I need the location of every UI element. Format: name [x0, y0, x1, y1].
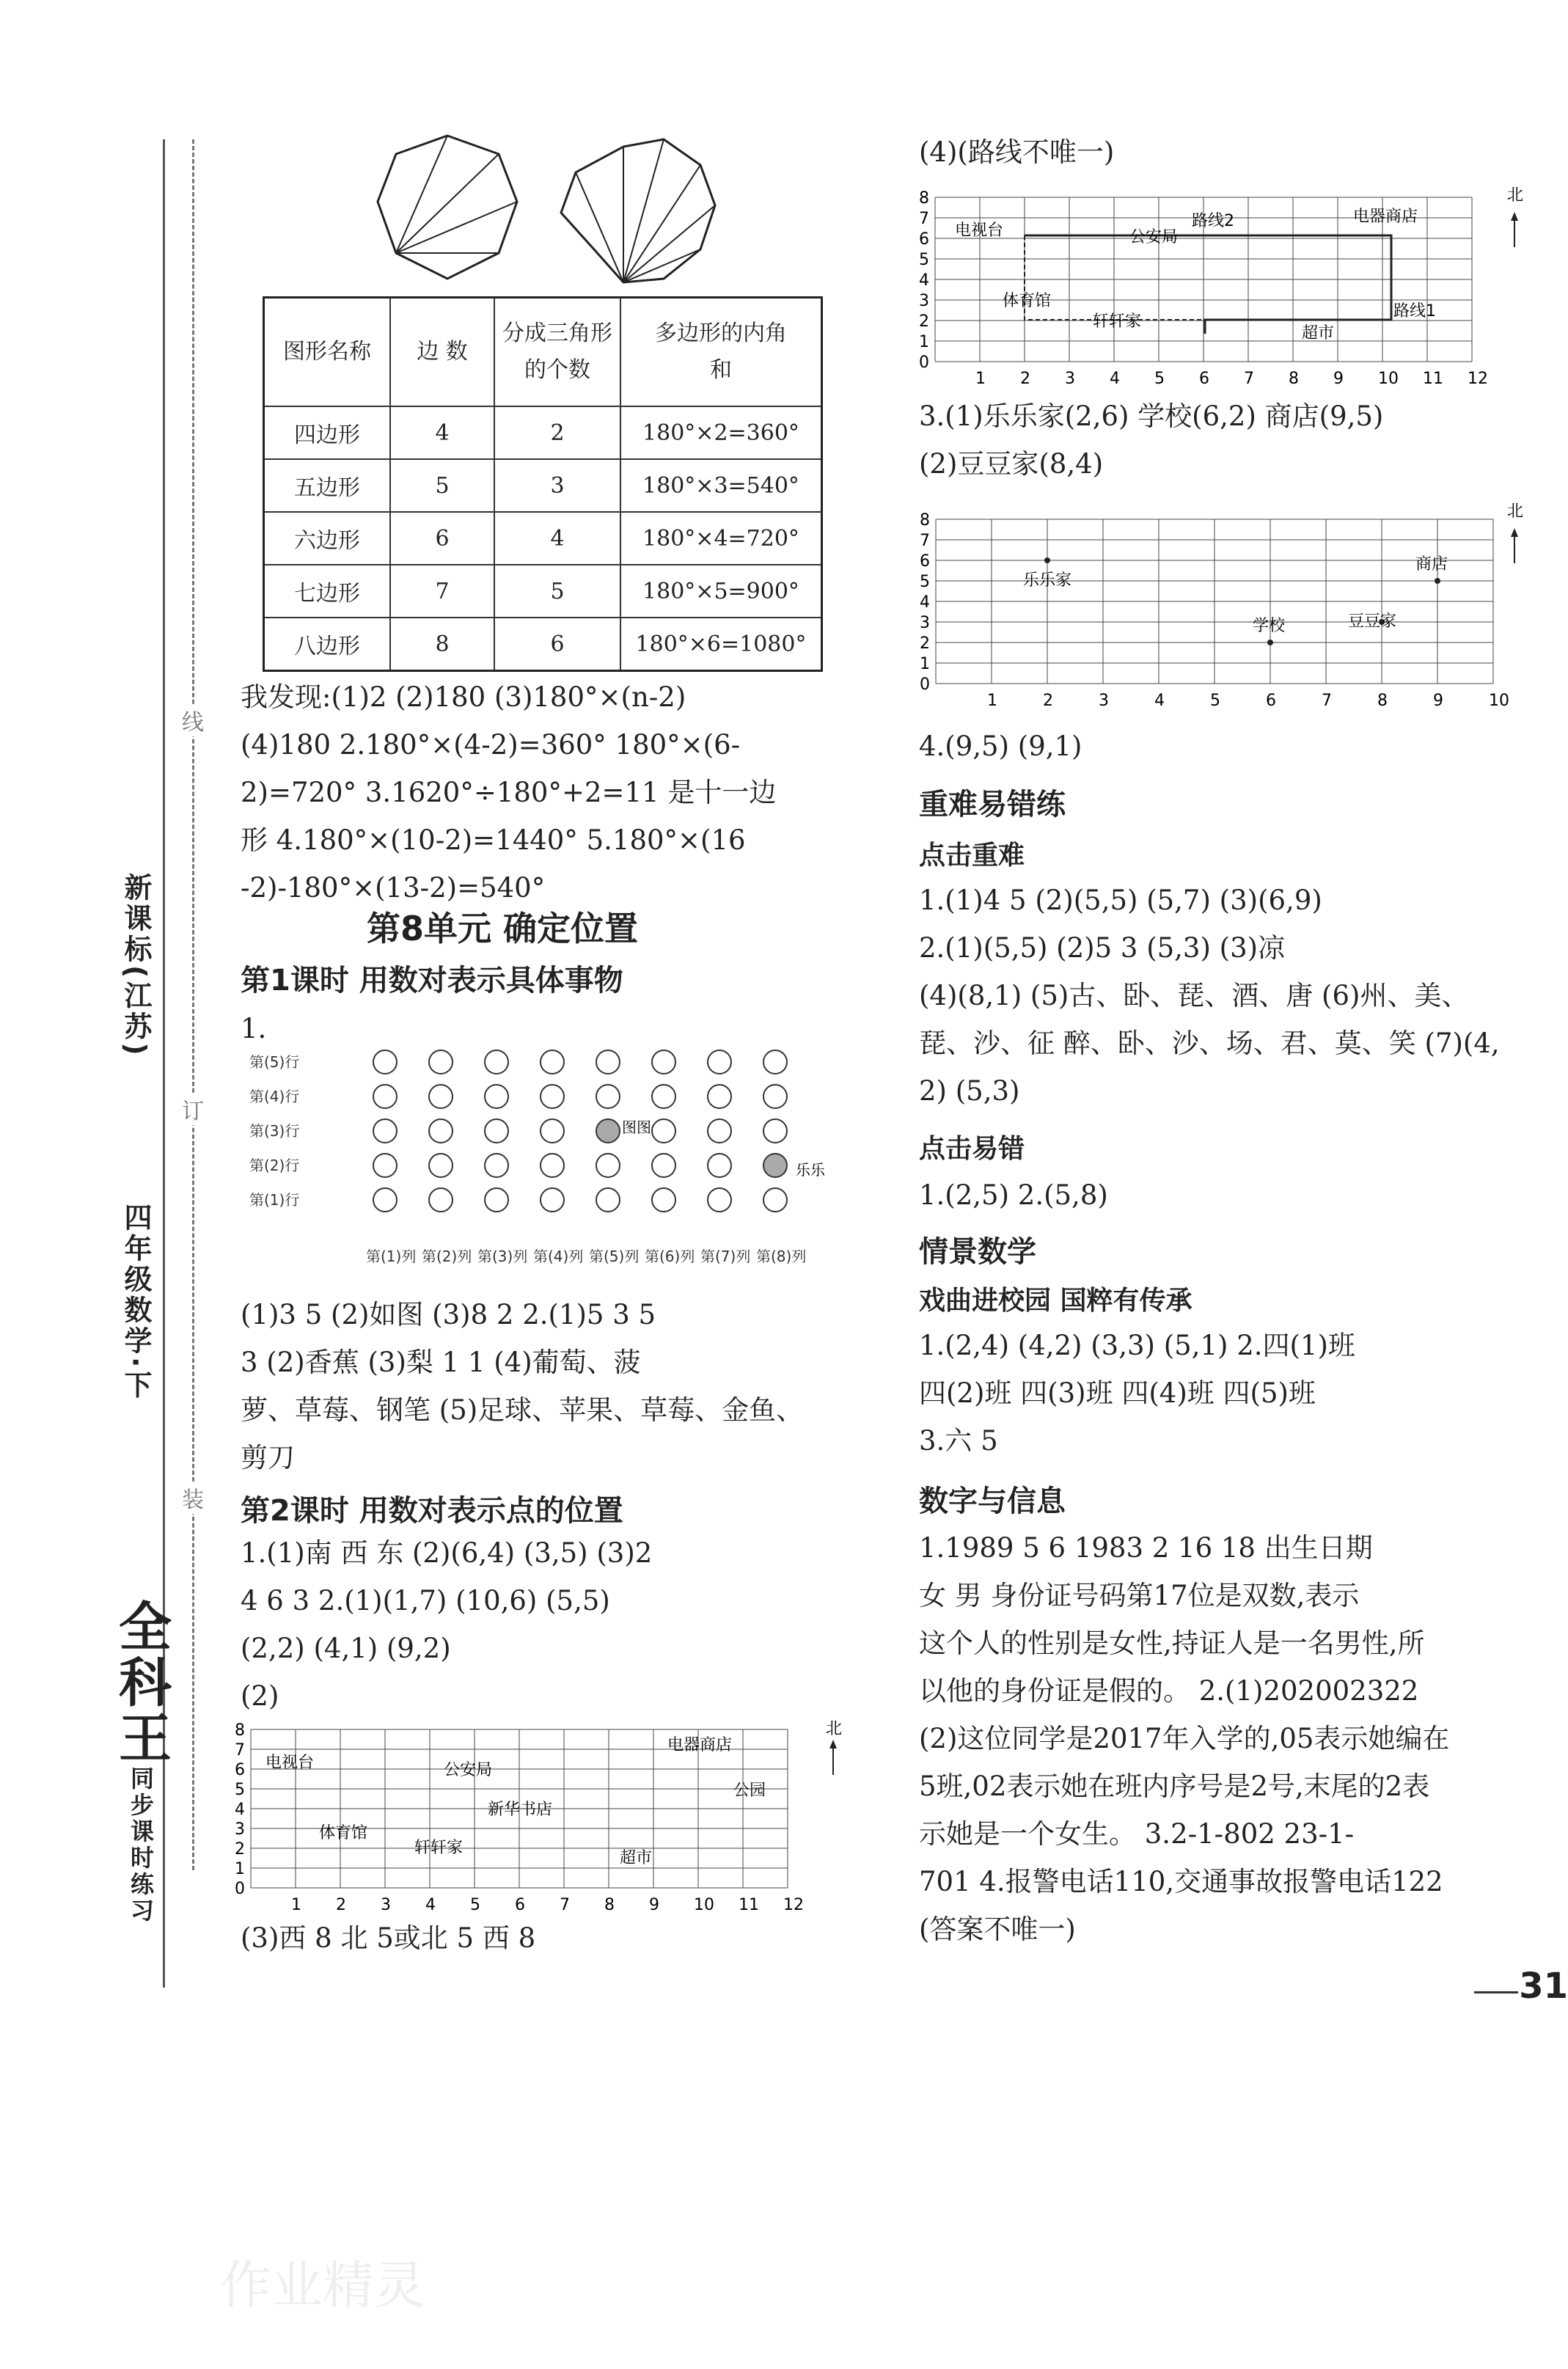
text-line: 3 (2)香蕉 (3)梨 1 1 (4)葡萄、菠: [241, 1347, 641, 1378]
x-tick-label: 6: [1266, 692, 1276, 710]
binding-char-ding: 订: [182, 1093, 204, 1125]
place-label: 乐乐家: [1023, 571, 1072, 590]
place-label: 电器商店: [667, 1736, 733, 1754]
edition-label: 新课标(江苏): [120, 873, 152, 1058]
y-tick-label: 7: [235, 1741, 245, 1760]
col-header-shape: 图形名称: [264, 298, 391, 407]
table-cell: 6: [494, 618, 620, 671]
y-tick-label: 8: [235, 1721, 245, 1740]
seat-circle: [485, 1188, 508, 1212]
x-tick-label: 9: [1333, 370, 1344, 388]
y-tick-label: 1: [235, 1860, 245, 1878]
seat-circle: [708, 1154, 731, 1177]
col-header-sides: 边 数: [390, 298, 494, 407]
y-tick-label: 2: [919, 312, 929, 331]
text-line: 琵、沙、征 醉、卧、沙、场、君、莫、笑 (7)(4,: [919, 1028, 1500, 1059]
seat-circle: [596, 1119, 620, 1143]
y-tick-label: 5: [920, 573, 930, 591]
text-line: 这个人的性别是女性,持证人是一名男性,所: [919, 1627, 1425, 1659]
seat-col-label: 第(6)列: [645, 1248, 695, 1265]
seat-circle: [373, 1188, 397, 1212]
text-line: (答案不唯一): [919, 1914, 1076, 1945]
x-tick-label: 10: [1489, 692, 1509, 710]
unit-title: 第8单元 确定位置: [367, 909, 639, 948]
x-tick-label: 5: [470, 1896, 480, 1914]
x-tick-label: 2: [336, 1896, 346, 1914]
place-label: 新华书店: [488, 1801, 553, 1819]
seat-col-label: 第(7)列: [700, 1248, 751, 1265]
x-tick-label: 12: [783, 1896, 804, 1914]
north-label: 北: [826, 1720, 843, 1738]
x-tick-label: 3: [1065, 370, 1075, 388]
table-cell: 7: [390, 565, 494, 618]
text-line: 萝、草莓、钢笔 (5)足球、苹果、草莓、金鱼、: [241, 1394, 804, 1426]
seat-circle: [429, 1154, 453, 1177]
lesson2-title: 第2课时 用数对表示点的位置: [241, 1494, 623, 1528]
x-tick-label: 10: [1378, 370, 1399, 388]
x-tick-label: 2: [1020, 370, 1030, 388]
seat-circle: [596, 1085, 620, 1108]
y-tick-label: 1: [920, 655, 930, 673]
table-cell: 五边形: [264, 459, 391, 512]
map-places: [1023, 555, 1448, 635]
table-row: [264, 565, 822, 618]
seat-circle: [652, 1154, 675, 1177]
place-label: 豆豆家: [1348, 612, 1397, 631]
col-header-angle-sum: 多边形的内角和: [620, 298, 822, 407]
text-line: 四(2)班 四(3)班 四(4)班 四(5)班: [919, 1377, 1316, 1409]
text-line: 701 4.报警电话110,交通事故报警电话122: [919, 1866, 1443, 1897]
seat-circle: [541, 1085, 564, 1108]
seat-col-label: 第(1)列: [366, 1248, 417, 1265]
y-tick-label: 3: [920, 614, 930, 632]
seat-circle: [763, 1085, 787, 1108]
place-label: 学校: [1253, 617, 1286, 635]
seat-circle: [763, 1154, 787, 1177]
seat-circle: [373, 1119, 397, 1143]
q3-answers: [919, 392, 1383, 488]
polygon-angle-table: [263, 296, 823, 672]
seat-circle: [485, 1050, 508, 1074]
table-cell: 180°×3=540°: [620, 459, 822, 512]
y-tick-label: 3: [235, 1820, 245, 1839]
text-line: 1.(1)4 5 (2)(5,5) (5,7) (3)(6,9): [919, 885, 1322, 916]
seat-circle: [763, 1050, 787, 1074]
seat-circle: [652, 1050, 675, 1074]
seat-row-label: 第(4)行: [249, 1088, 300, 1105]
seat-col-label: 第(2)列: [422, 1248, 472, 1265]
text-line: 女 男 身份证号码第17位是双数,表示: [919, 1580, 1360, 1611]
text-line: 2)=720° 3.1620°÷180°+2=11 是十一边: [241, 777, 777, 808]
text-line: 2) (5,3): [919, 1075, 1020, 1107]
table-cell: 七边形: [264, 565, 391, 618]
q4-answer: 4.(9,5) (9,1): [919, 731, 1082, 762]
x-tick-label: 11: [739, 1896, 759, 1914]
discover-block: [241, 673, 776, 912]
text-line: 我发现:(1)2 (2)180 (3)180°×(n-2): [241, 681, 686, 713]
text-line: 示她是一个女生。 3.2-1-802 23-1-: [919, 1818, 1355, 1850]
map-right-routes: [909, 180, 1540, 392]
table-cell: 180°×5=900°: [620, 565, 822, 618]
page-number-rule: [1474, 1991, 1518, 1993]
seat-circle: [485, 1119, 508, 1143]
seat-circle: [373, 1085, 397, 1108]
page-number: 31: [1519, 1966, 1568, 2007]
sub-xiqu: 戏曲进校园 国粹有传承: [919, 1286, 1193, 1316]
place-label: 路线1: [1393, 302, 1436, 321]
x-tick-label: 12: [1468, 370, 1488, 388]
place-label: 路线2: [1192, 212, 1234, 230]
seat-circle: [373, 1154, 397, 1177]
lele-label: 乐乐: [796, 1161, 825, 1179]
x-tick-label: 9: [1433, 692, 1443, 710]
x-tick-label: 8: [1377, 692, 1388, 710]
text-line: (2)豆豆家(8,4): [919, 448, 1104, 480]
x-tick-label: 8: [1289, 370, 1299, 388]
polygon-figures: [374, 132, 741, 293]
y-tick-label: 7: [920, 532, 930, 550]
seat-circle: [596, 1050, 620, 1074]
table-cell: 5: [494, 565, 620, 618]
seat-col-label: 第(5)列: [589, 1248, 640, 1265]
x-tick-label: 3: [381, 1896, 391, 1914]
text-line: 4 6 3 2.(1)(1,7) (10,6) (5,5): [241, 1585, 610, 1616]
xiqu-answers: [919, 1322, 1355, 1465]
section-shuzi: 数字与信息: [919, 1484, 1066, 1518]
grade-label: 四年级数学·下: [120, 1203, 152, 1402]
seat-circles: [373, 1050, 787, 1212]
x-tick-label: 10: [694, 1896, 714, 1914]
sub-zhongnan: 点击重难: [919, 841, 1025, 871]
seat-grid: [249, 1041, 836, 1306]
seat-circle: [541, 1050, 564, 1074]
place-label: 体育馆: [1003, 292, 1052, 310]
table-cell: 2: [494, 406, 620, 459]
y-tick-label: 6: [920, 552, 930, 571]
y-tick-label: 5: [235, 1781, 245, 1799]
place-label: 电视台: [955, 221, 1004, 240]
table-cell: 4: [390, 406, 494, 459]
col-header-triangles: 分成三角形的个数: [494, 298, 620, 407]
table-header-row: [264, 298, 822, 407]
text-line: (2)这位同学是2017年入学的,05表示她编在: [919, 1723, 1450, 1754]
binding-char-zhuang: 装: [182, 1482, 204, 1514]
place-label: 电器商店: [1353, 208, 1418, 226]
y-tick-label: 6: [919, 230, 929, 249]
x-tick-label: 5: [1154, 370, 1165, 388]
binding-dashed-line: [192, 139, 194, 1870]
tutu-label: 图图: [622, 1118, 651, 1136]
seat-col-labels: [366, 1248, 806, 1265]
point-lele: [1044, 557, 1050, 563]
table-cell: 6: [390, 512, 494, 565]
seat-circle: [708, 1085, 731, 1108]
seat-circle: [708, 1050, 731, 1074]
zhongnan-answers: [919, 876, 1500, 1115]
seat-circle: [485, 1085, 508, 1108]
table-cell: 4: [494, 512, 620, 565]
seat-row-label: 第(1)行: [249, 1191, 300, 1209]
text-line: 5班,02表示她在班内序号是2号,末尾的2表: [919, 1771, 1430, 1802]
section-qingjing: 情景数学: [919, 1235, 1036, 1269]
brand-sub: 同步课时练习: [127, 1766, 155, 1925]
x-tick-label: 7: [1244, 370, 1254, 388]
seat-row-label: 第(2)行: [249, 1157, 300, 1174]
place-label: 超市: [620, 1849, 653, 1867]
point-shop: [1435, 578, 1440, 584]
seat-col-label: 第(3)列: [477, 1248, 528, 1265]
x-tick-label: 8: [604, 1896, 615, 1914]
x-tick-label: 4: [1110, 370, 1120, 388]
text-line: (1)3 5 (2)如图 (3)8 2 2.(1)5 3 5: [241, 1299, 656, 1330]
north-arrow: [1507, 186, 1523, 247]
table-cell: 5: [390, 459, 494, 512]
y-tick-label: 0: [919, 354, 929, 372]
y-tick-label: 0: [920, 675, 930, 694]
place-label: 体育馆: [319, 1824, 368, 1842]
q4-route-label: (4)(路线不唯一): [919, 136, 1115, 168]
text-line: 2.(1)(5,5) (2)5 3 (5,3) (3)凉: [919, 932, 1286, 964]
shuzi-answers: [919, 1524, 1449, 1953]
x-tick-label: 4: [425, 1896, 436, 1914]
lesson2-tail: (3)西 8 北 5或北 5 西 8: [241, 1922, 536, 1954]
text-line: 3.(1)乐乐家(2,6) 学校(6,2) 商店(9,5): [919, 400, 1384, 432]
watermark: 作业精灵: [220, 2255, 425, 2315]
place-label: 商店: [1415, 555, 1448, 574]
seat-circle: [429, 1119, 453, 1143]
y-tick-label: 4: [919, 271, 929, 290]
place-label: 公安局: [444, 1761, 493, 1779]
y-tick-label: 1: [919, 333, 929, 351]
north-label: 北: [1507, 502, 1524, 521]
table-cell: 8: [390, 618, 494, 671]
brand-logo: [103, 1599, 179, 1925]
table-cell: 八边形: [264, 618, 391, 671]
y-tick-label: 2: [235, 1840, 245, 1859]
y-tick-label: 6: [235, 1761, 245, 1779]
x-tick-label: 11: [1423, 370, 1443, 388]
y-tick-label: 7: [919, 210, 929, 228]
seat-circle: [429, 1085, 453, 1108]
q1-label: 1.: [241, 1013, 267, 1044]
x-tick-label: 6: [1199, 370, 1209, 388]
table-cell: 180°×2=360°: [620, 406, 822, 459]
seat-circle: [373, 1050, 397, 1074]
seat-circle: [541, 1188, 564, 1212]
seat-circle: [485, 1154, 508, 1177]
table-cell: 六边形: [264, 512, 391, 565]
map-left: [220, 1716, 851, 1914]
text-line: 形 4.180°×(10-2)=1440° 5.180°×(16: [241, 824, 746, 856]
map-right-points: [909, 499, 1540, 719]
seat-circle: [429, 1050, 453, 1074]
text-line: 剪刀: [241, 1442, 295, 1473]
place-label: 公安局: [1129, 228, 1179, 246]
seat-circle: [763, 1188, 787, 1212]
text-line: 3.六 5: [919, 1425, 998, 1457]
seat-circle: [708, 1188, 731, 1212]
x-tick-label: 9: [649, 1896, 659, 1914]
text-line: -2)-180°×(13-2)=540°: [241, 872, 546, 904]
place-label: 电视台: [265, 1754, 315, 1772]
seat-circle: [596, 1154, 620, 1177]
x-tick-label: 5: [1210, 692, 1220, 710]
seat-col-label: 第(8)列: [756, 1248, 807, 1265]
y-tick-label: 8: [919, 189, 929, 208]
seat-circle: [541, 1119, 564, 1143]
brand-name: 全科王: [110, 1599, 172, 1766]
lesson2-answers: [241, 1529, 652, 1720]
table-row: [264, 618, 822, 671]
y-tick-label: 2: [920, 634, 930, 653]
table-cell: 180°×6=1080°: [620, 618, 822, 671]
x-tick-label: 7: [560, 1896, 570, 1914]
text-line: 1.(1)南 西 东 (2)(6,4) (3,5) (3)2: [241, 1537, 653, 1569]
binding-char-xian: 线: [182, 704, 204, 736]
yicuo-answers: 1.(2,5) 2.(5,8): [919, 1179, 1108, 1211]
point-school: [1267, 640, 1273, 645]
x-tick-label: 1: [291, 1896, 301, 1914]
place-label: 公园: [733, 1782, 766, 1800]
x-tick-label: 4: [1154, 692, 1165, 710]
section-zhongnan: 重难易错练: [919, 788, 1066, 821]
place-label: 超市: [1302, 324, 1335, 343]
route-2: [1025, 235, 1391, 334]
x-tick-label: 3: [1099, 692, 1109, 710]
y-tick-label: 3: [919, 292, 929, 310]
table-row: [264, 406, 822, 459]
table-cell: 3: [494, 459, 620, 512]
x-tick-label: 7: [1322, 692, 1332, 710]
route-1: [1025, 235, 1205, 320]
map-grid: [920, 511, 1509, 710]
x-tick-label: 1: [975, 370, 986, 388]
place-label: 轩轩家: [1093, 312, 1142, 331]
text-line: (2,2) (4,1) (9,2): [241, 1633, 451, 1664]
y-tick-label: 0: [235, 1880, 245, 1898]
lesson1-title: 第1课时 用数对表示具体事物: [241, 964, 623, 997]
table-cell: 四边形: [264, 406, 391, 459]
seat-circle: [652, 1085, 675, 1108]
seat-row-label: 第(3)行: [249, 1122, 300, 1140]
north-arrow: [826, 1720, 842, 1775]
y-tick-label: 5: [919, 251, 929, 269]
seat-row-label: 第(5)行: [249, 1053, 300, 1071]
seat-col-label: 第(4)列: [533, 1248, 584, 1265]
seat-row-labels: [249, 1053, 299, 1209]
y-tick-label: 8: [920, 511, 930, 530]
x-tick-label: 6: [515, 1896, 525, 1914]
seat-circle: [652, 1188, 675, 1212]
seat-circle: [596, 1188, 620, 1212]
lesson1-answers: [241, 1291, 803, 1482]
text-line: 1.(2,4) (4,2) (3,3) (5,1) 2.四(1)班: [919, 1330, 1355, 1361]
table-row: [264, 459, 822, 512]
place-label: 轩轩家: [414, 1839, 464, 1857]
x-tick-label: 1: [987, 692, 997, 710]
x-tick-label: 2: [1043, 692, 1053, 710]
text-line: 1.1989 5 6 1983 2 16 18 出生日期: [919, 1532, 1373, 1564]
table-cell: 180°×4=720°: [620, 512, 822, 565]
seat-circle: [429, 1188, 453, 1212]
text-line: 以他的身份证是假的。 2.(1)202002322: [919, 1675, 1419, 1707]
text-line: (4)(8,1) (5)古、卧、琵、酒、唐 (6)州、美、: [919, 980, 1469, 1011]
sub-yicuo: 点击易错: [919, 1134, 1025, 1164]
y-tick-label: 4: [235, 1801, 245, 1819]
north-label: 北: [1507, 186, 1524, 205]
seat-circle: [541, 1154, 564, 1177]
north-arrow: [1507, 502, 1523, 563]
seat-circle: [708, 1119, 731, 1143]
y-tick-label: 4: [920, 593, 930, 612]
text-line: (4)180 2.180°×(4-2)=360° 180°×(6-: [241, 729, 741, 761]
map-places: [955, 208, 1436, 343]
seat-circle: [763, 1119, 787, 1143]
seat-circle: [652, 1119, 675, 1143]
table-row: [264, 512, 822, 565]
text-line: (2): [241, 1680, 279, 1712]
